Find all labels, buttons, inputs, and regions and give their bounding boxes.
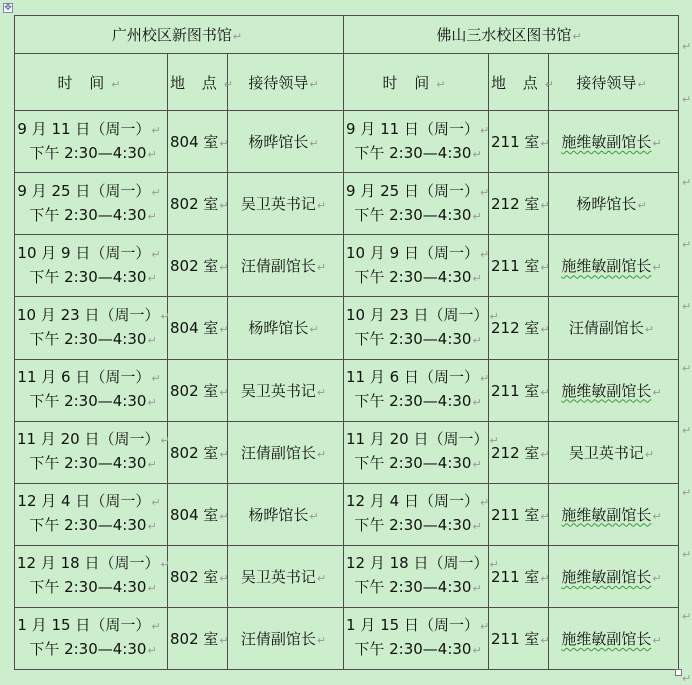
leader-text: 杨晔馆长 bbox=[248, 319, 309, 338]
cell-mark: ↵ bbox=[479, 496, 490, 510]
schedule-row bbox=[15, 235, 679, 297]
date-text: 11 月 20 日（周一） bbox=[346, 430, 489, 449]
room-text: 211 室 bbox=[491, 133, 540, 152]
cell-mark: ↵ bbox=[472, 396, 482, 410]
schedule-row bbox=[15, 545, 679, 607]
cell-mark: ↵ bbox=[147, 396, 157, 410]
gz-room-cell[interactable] bbox=[168, 297, 228, 359]
gz-leader-cell[interactable] bbox=[228, 297, 344, 359]
date-line bbox=[17, 366, 161, 390]
row-end-mark: ↵ bbox=[682, 362, 692, 375]
leader-text: 杨晔馆长 bbox=[248, 505, 309, 524]
fs-room-cell[interactable] bbox=[489, 421, 549, 483]
date-text: 12 月 4 日（周一） bbox=[17, 492, 151, 511]
row-end-mark: ↵ bbox=[682, 300, 692, 313]
room-text: 804 室 bbox=[170, 319, 219, 338]
leader-text: 施维敏副馆长 bbox=[561, 257, 652, 276]
time-slot-text: 下午 2:30—4:30 bbox=[354, 143, 472, 162]
date-line bbox=[346, 428, 499, 452]
gz-room-cell[interactable] bbox=[168, 483, 228, 545]
date-text: 1 月 15 日（周一） bbox=[17, 616, 151, 635]
cell-mark: ↵ bbox=[147, 520, 157, 534]
header-leader-gz[interactable]: 接待领导↵ bbox=[228, 54, 344, 111]
room-text: 802 室 bbox=[170, 443, 219, 462]
room-text: 802 室 bbox=[170, 567, 219, 586]
room-text: 212 室 bbox=[491, 443, 540, 462]
date-text: 10 月 9 日（周一） bbox=[17, 243, 151, 262]
time-slot-text: 下午 2:30—4:30 bbox=[354, 454, 472, 473]
date-text: 11 月 20 日（周一） bbox=[17, 430, 160, 449]
cell-mark: ↵ bbox=[489, 309, 499, 323]
date-line bbox=[346, 304, 499, 328]
cell-mark: ↵ bbox=[540, 571, 550, 585]
schedule-row bbox=[15, 483, 679, 545]
cell-mark: ↵ bbox=[147, 333, 157, 347]
date-line bbox=[346, 552, 499, 576]
date-text: 9 月 25 日（周一） bbox=[346, 181, 479, 200]
cell-mark: ↵ bbox=[540, 509, 550, 523]
cell-mark: ↵ bbox=[472, 644, 482, 658]
cell-mark: ↵ bbox=[219, 509, 229, 523]
gz-leader-cell[interactable] bbox=[228, 545, 344, 607]
gz-time-cell[interactable] bbox=[15, 359, 168, 421]
header-time-fs[interactable]: 时 间↵ bbox=[344, 54, 489, 111]
header-place-gz[interactable]: 地 点↵ bbox=[168, 54, 228, 111]
cell-mark: ↵ bbox=[147, 271, 157, 285]
schedule-row bbox=[15, 297, 679, 359]
cell-mark: ↵ bbox=[540, 447, 550, 461]
schedule-row bbox=[15, 607, 679, 669]
fs-room-cell[interactable] bbox=[489, 111, 549, 173]
cell-mark: ↵ bbox=[160, 558, 170, 572]
leader-text: 施维敏副馆长 bbox=[561, 381, 652, 400]
cell-mark: ↵ bbox=[219, 447, 229, 461]
date-text: 10 月 23 日（周一） bbox=[346, 305, 489, 324]
schedule-row bbox=[15, 421, 679, 483]
time-line bbox=[17, 638, 161, 662]
fs-time-cell[interactable] bbox=[344, 483, 489, 545]
room-text: 802 室 bbox=[170, 629, 219, 648]
date-text: 12 月 4 日（周一） bbox=[346, 492, 479, 511]
cell-mark: ↵ bbox=[151, 496, 161, 510]
cell-mark: ↵ bbox=[479, 123, 490, 137]
leader-text: 吴卫英书记 bbox=[240, 381, 316, 400]
time-slot-text: 下午 2:30—4:30 bbox=[354, 640, 472, 659]
fs-leader-cell[interactable] bbox=[549, 235, 679, 297]
cell-mark: ↵ bbox=[316, 261, 327, 275]
cell-mark: ↵ bbox=[652, 137, 662, 151]
leader-text: 汪倩副馆长 bbox=[240, 443, 316, 462]
room-text: 802 室 bbox=[170, 257, 219, 276]
cell-mark: ↵ bbox=[540, 633, 550, 647]
cell-mark: ↵ bbox=[479, 372, 490, 386]
date-line bbox=[346, 180, 490, 204]
campus-guangzhou[interactable] bbox=[15, 16, 344, 54]
fs-time-cell[interactable] bbox=[344, 359, 489, 421]
leader-text: 施维敏副馆长 bbox=[561, 567, 652, 586]
fs-room-cell[interactable] bbox=[489, 297, 549, 359]
cell-mark: ↵ bbox=[147, 147, 157, 161]
cell-mark: ↵ bbox=[479, 185, 490, 199]
cell-mark: ↵ bbox=[309, 323, 319, 337]
cell-mark: ↵ bbox=[219, 571, 229, 585]
cell-mark: ↵ bbox=[219, 137, 229, 151]
cell-mark: ↵ bbox=[219, 199, 229, 213]
date-line bbox=[346, 490, 490, 514]
cell-mark: ↵ bbox=[652, 509, 662, 523]
fs-leader-cell[interactable] bbox=[549, 359, 679, 421]
time-slot-text: 下午 2:30—4:30 bbox=[354, 329, 472, 348]
fs-time-cell[interactable] bbox=[344, 297, 499, 359]
time-line bbox=[17, 452, 161, 476]
gz-leader-cell[interactable] bbox=[228, 421, 344, 483]
date-text: 12 月 18 日（周一） bbox=[17, 554, 160, 573]
gz-room-cell[interactable] bbox=[168, 607, 228, 669]
row-end-mark: ↵ bbox=[682, 548, 692, 561]
table-move-handle[interactable]: ✥ bbox=[4, 3, 12, 13]
leader-text: 施维敏副馆长 bbox=[561, 629, 652, 648]
time-line bbox=[346, 452, 482, 476]
cell-mark: ↵ bbox=[147, 644, 157, 658]
time-slot-text: 下午 2:30—4:30 bbox=[29, 454, 147, 473]
gz-time-cell[interactable] bbox=[15, 173, 168, 235]
room-text: 802 室 bbox=[170, 381, 219, 400]
cell-mark: ↵ bbox=[652, 633, 662, 647]
cell-mark: ↵ bbox=[219, 633, 229, 647]
date-text: 1 月 15 日（周一） bbox=[346, 616, 479, 635]
time-line bbox=[17, 514, 161, 538]
cell-mark: ↵ bbox=[540, 323, 550, 337]
fs-room-cell[interactable] bbox=[489, 359, 549, 421]
leader-text: 汪倩副馆长 bbox=[240, 257, 316, 276]
cell-mark: ↵ bbox=[652, 261, 662, 275]
room-text: 211 室 bbox=[491, 629, 540, 648]
time-slot-text: 下午 2:30—4:30 bbox=[354, 578, 472, 597]
room-text: 212 室 bbox=[491, 319, 540, 338]
cell-mark: ↵ bbox=[489, 558, 499, 572]
cell-mark: ↵ bbox=[472, 520, 482, 534]
row-end-mark: ↵ bbox=[682, 610, 692, 623]
time-slot-text: 下午 2:30—4:30 bbox=[29, 267, 147, 286]
room-text: 212 室 bbox=[491, 195, 540, 214]
row-end-mark: ↵ bbox=[682, 486, 692, 499]
cell-mark: ↵ bbox=[316, 385, 327, 399]
cell-mark: ↵ bbox=[652, 571, 662, 585]
time-slot-text: 下午 2:30—4:30 bbox=[29, 143, 147, 162]
gz-room-cell[interactable] bbox=[168, 359, 228, 421]
gz-time-cell[interactable] bbox=[15, 421, 168, 483]
row-end-mark: ↵ bbox=[682, 238, 692, 251]
row-end-mark: ↵ bbox=[682, 672, 692, 685]
cell-mark: ↵ bbox=[160, 434, 170, 448]
date-line bbox=[17, 118, 161, 142]
room-text: 211 室 bbox=[491, 257, 540, 276]
room-text: 804 室 bbox=[170, 505, 219, 524]
time-slot-text: 下午 2:30—4:30 bbox=[29, 392, 147, 411]
fs-time-cell[interactable] bbox=[344, 235, 489, 297]
fs-time-cell[interactable] bbox=[344, 173, 489, 235]
cell-mark: ↵ bbox=[147, 582, 157, 596]
fs-room-cell[interactable] bbox=[489, 607, 549, 669]
time-line bbox=[17, 390, 161, 414]
cell-mark: ↵ bbox=[151, 123, 161, 137]
gz-leader-cell[interactable] bbox=[228, 483, 344, 545]
cell-mark: ↵ bbox=[472, 582, 482, 596]
time-line bbox=[17, 576, 161, 600]
fs-time-cell[interactable] bbox=[344, 607, 489, 669]
cell-mark: ↵ bbox=[219, 385, 229, 399]
cell-mark: ↵ bbox=[316, 199, 327, 213]
gz-room-cell[interactable] bbox=[168, 235, 228, 297]
room-text: 802 室 bbox=[170, 195, 219, 214]
cell-mark: ↵ bbox=[147, 209, 157, 223]
campus-foshan[interactable] bbox=[344, 16, 679, 54]
leader-text: 吴卫英书记 bbox=[240, 567, 316, 586]
cell-mark: ↵ bbox=[540, 385, 550, 399]
schedule-table bbox=[14, 15, 679, 670]
date-line bbox=[17, 304, 170, 328]
cell-mark: ↵ bbox=[232, 30, 243, 44]
date-text: 10 月 9 日（周一） bbox=[346, 243, 479, 262]
date-line bbox=[17, 614, 161, 638]
cell-mark: ↵ bbox=[644, 447, 655, 461]
schedule-row bbox=[15, 173, 679, 235]
time-line bbox=[346, 204, 482, 228]
time-slot-text: 下午 2:30—4:30 bbox=[354, 392, 472, 411]
time-slot-text: 下午 2:30—4:30 bbox=[29, 640, 147, 659]
time-slot-text: 下午 2:30—4:30 bbox=[29, 516, 147, 535]
time-line bbox=[346, 638, 482, 662]
cell-mark: ↵ bbox=[472, 333, 482, 347]
cell-mark: ↵ bbox=[316, 571, 327, 585]
header-time-gz[interactable]: 时 间↵ bbox=[15, 54, 168, 111]
date-line bbox=[17, 242, 161, 266]
date-line bbox=[17, 180, 161, 204]
gz-leader-cell[interactable] bbox=[228, 607, 344, 669]
campus-header-row bbox=[15, 16, 679, 54]
room-text: 211 室 bbox=[491, 567, 540, 586]
schedule-row bbox=[15, 359, 679, 421]
fs-room-cell[interactable] bbox=[489, 545, 549, 607]
cell-mark: ↵ bbox=[316, 633, 327, 647]
gz-room-cell[interactable] bbox=[168, 545, 228, 607]
fs-leader-cell[interactable] bbox=[549, 173, 679, 235]
cell-mark: ↵ bbox=[637, 199, 647, 213]
time-line bbox=[17, 204, 161, 228]
table-resize-handle[interactable] bbox=[675, 669, 682, 676]
fs-leader-cell[interactable] bbox=[549, 607, 679, 669]
date-line bbox=[346, 366, 490, 390]
time-slot-text: 下午 2:30—4:30 bbox=[354, 516, 472, 535]
date-text: 9 月 11 日（周一） bbox=[17, 119, 151, 138]
leader-text: 杨晔馆长 bbox=[576, 195, 637, 214]
room-text: 211 室 bbox=[491, 505, 540, 524]
cell-mark: ↵ bbox=[151, 620, 161, 634]
fs-room-cell[interactable] bbox=[489, 173, 549, 235]
date-text: 10 月 23 日（周一） bbox=[17, 305, 160, 324]
gz-time-cell[interactable] bbox=[15, 235, 168, 297]
fs-time-cell[interactable] bbox=[344, 421, 499, 483]
date-text: 11 月 6 日（周一） bbox=[17, 368, 151, 387]
cell-mark: ↵ bbox=[472, 458, 482, 472]
leader-text: 汪倩副馆长 bbox=[568, 319, 644, 338]
time-line bbox=[346, 328, 482, 352]
fs-leader-cell[interactable] bbox=[549, 421, 679, 483]
date-text: 12 月 18 日（周一） bbox=[346, 554, 489, 573]
gz-time-cell[interactable] bbox=[15, 111, 168, 173]
leader-text: 杨晔馆长 bbox=[248, 133, 309, 152]
fs-room-cell[interactable] bbox=[489, 235, 549, 297]
date-line bbox=[17, 490, 161, 514]
gz-room-cell[interactable] bbox=[168, 421, 228, 483]
date-line bbox=[346, 118, 490, 142]
schedule-row bbox=[15, 111, 679, 173]
fs-leader-cell[interactable] bbox=[549, 545, 679, 607]
cell-mark: ↵ bbox=[540, 261, 550, 275]
row-end-mark: ↵ bbox=[682, 93, 692, 106]
row-end-mark: ↵ bbox=[682, 176, 692, 189]
cell-mark: ↵ bbox=[472, 147, 482, 161]
fs-room-cell[interactable] bbox=[489, 483, 549, 545]
gz-time-cell[interactable] bbox=[15, 297, 168, 359]
cell-mark: ↵ bbox=[160, 309, 170, 323]
cell-mark: ↵ bbox=[479, 247, 490, 261]
time-slot-text: 下午 2:30—4:30 bbox=[354, 205, 472, 224]
gz-time-cell[interactable] bbox=[15, 483, 168, 545]
leader-text: 施维敏副馆长 bbox=[561, 505, 652, 524]
cell-mark: ↵ bbox=[540, 199, 550, 213]
row-end-mark: ↵ bbox=[682, 40, 692, 53]
leader-text: 吴卫英书记 bbox=[240, 195, 316, 214]
cell-mark: ↵ bbox=[151, 185, 161, 199]
time-line bbox=[346, 576, 482, 600]
time-line bbox=[346, 390, 482, 414]
fs-time-cell[interactable] bbox=[344, 545, 499, 607]
cell-mark: ↵ bbox=[316, 447, 327, 461]
cell-mark: ↵ bbox=[309, 509, 319, 523]
gz-leader-cell[interactable] bbox=[228, 173, 344, 235]
campus-guangzhou-label: 广州校区新图书馆 bbox=[111, 26, 232, 45]
time-slot-text: 下午 2:30—4:30 bbox=[354, 267, 472, 286]
time-line bbox=[346, 514, 482, 538]
gz-room-cell[interactable] bbox=[168, 173, 228, 235]
date-line bbox=[17, 552, 170, 576]
room-text: 804 室 bbox=[170, 133, 219, 152]
cell-mark: ↵ bbox=[309, 137, 319, 151]
cell-mark: ↵ bbox=[147, 458, 157, 472]
gz-room-cell[interactable] bbox=[168, 111, 228, 173]
cell-mark: ↵ bbox=[572, 30, 582, 44]
date-text: 9 月 11 日（周一） bbox=[346, 119, 479, 138]
date-line bbox=[346, 614, 490, 638]
column-header-row bbox=[15, 54, 679, 111]
gz-time-cell[interactable] bbox=[15, 607, 168, 669]
fs-leader-cell[interactable] bbox=[549, 111, 679, 173]
fs-leader-cell[interactable] bbox=[549, 483, 679, 545]
date-text: 11 月 6 日（周一） bbox=[346, 368, 479, 387]
leader-text: 施维敏副馆长 bbox=[561, 133, 652, 152]
cell-mark: ↵ bbox=[219, 323, 229, 337]
date-text: 9 月 25 日（周一） bbox=[17, 181, 151, 200]
cell-mark: ↵ bbox=[540, 137, 550, 151]
cell-mark: ↵ bbox=[489, 434, 499, 448]
cell-mark: ↵ bbox=[472, 209, 482, 223]
time-line bbox=[346, 142, 482, 166]
time-line bbox=[17, 328, 161, 352]
cell-mark: ↵ bbox=[652, 385, 662, 399]
time-line bbox=[17, 266, 161, 290]
gz-leader-cell[interactable] bbox=[228, 111, 344, 173]
cell-mark: ↵ bbox=[151, 372, 161, 386]
row-end-mark: ↵ bbox=[682, 424, 692, 437]
gz-time-cell[interactable] bbox=[15, 545, 168, 607]
time-slot-text: 下午 2:30—4:30 bbox=[29, 205, 147, 224]
room-text: 211 室 bbox=[491, 381, 540, 400]
header-leader-fs[interactable]: 接待领导↵ bbox=[549, 54, 679, 111]
time-slot-text: 下午 2:30—4:30 bbox=[29, 578, 147, 597]
date-line bbox=[17, 428, 170, 452]
leader-text: 吴卫英书记 bbox=[568, 443, 644, 462]
cell-mark: ↵ bbox=[219, 261, 229, 275]
campus-foshan-label: 佛山三水校区图书馆 bbox=[436, 26, 572, 45]
cell-mark: ↵ bbox=[644, 323, 655, 337]
header-place-fs[interactable]: 地 点↵ bbox=[489, 54, 549, 111]
date-line bbox=[346, 242, 490, 266]
time-line bbox=[346, 266, 482, 290]
cell-mark: ↵ bbox=[479, 620, 490, 634]
time-line bbox=[17, 142, 161, 166]
fs-time-cell[interactable] bbox=[344, 111, 489, 173]
cell-mark: ↵ bbox=[472, 271, 482, 285]
time-slot-text: 下午 2:30—4:30 bbox=[29, 329, 147, 348]
leader-text: 汪倩副馆长 bbox=[240, 629, 316, 648]
gz-leader-cell[interactable] bbox=[228, 235, 344, 297]
cell-mark: ↵ bbox=[151, 247, 161, 261]
gz-leader-cell[interactable] bbox=[228, 359, 344, 421]
fs-leader-cell[interactable] bbox=[549, 297, 679, 359]
